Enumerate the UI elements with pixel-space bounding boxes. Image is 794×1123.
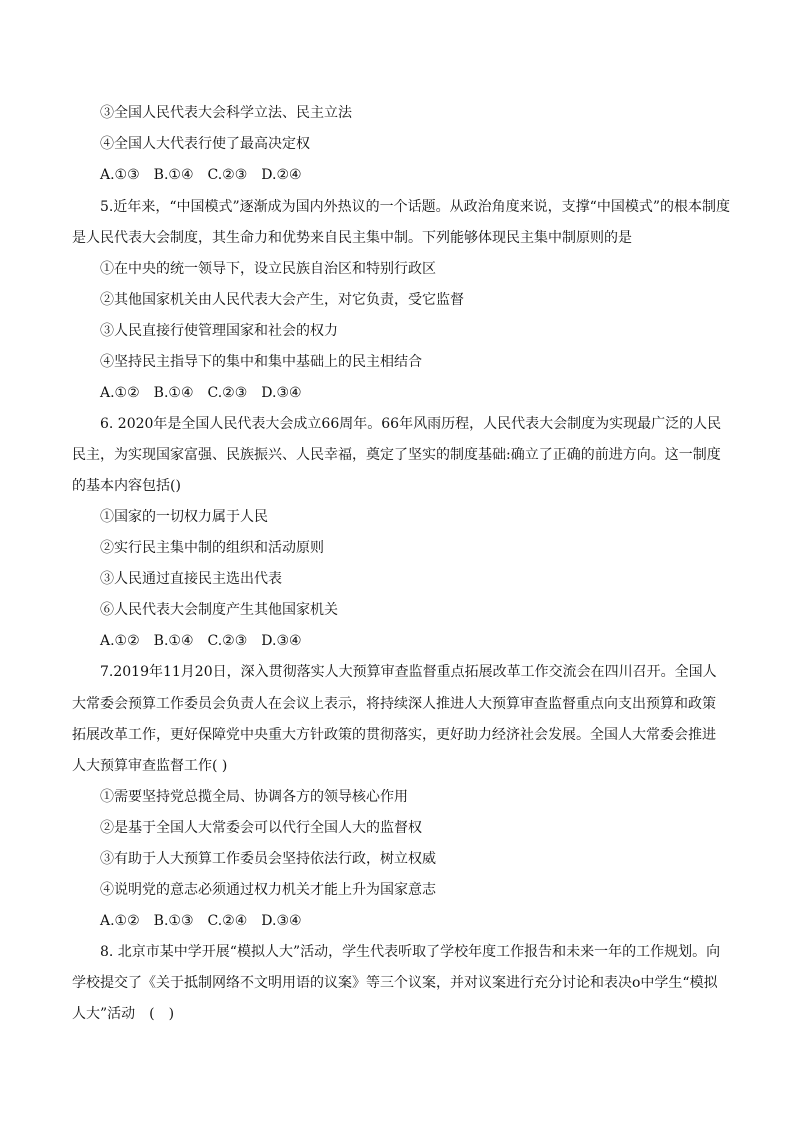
q6-answer-choices: A.①② B.①④ C.②③ D.③④ bbox=[100, 633, 302, 649]
q6-option-2: ②实行民主集中制的组织和活动原则 bbox=[100, 540, 324, 556]
q7-option-2: ②是基于全国人大常委会可以代行全国人大的监督权 bbox=[100, 820, 422, 836]
q6-option-4: ⑥人民代表大会制度产生其他国家机关 bbox=[100, 602, 338, 618]
q5-option-2: ②其他国家机关由人民代表大会产生，对它负责，受它监督 bbox=[100, 292, 464, 308]
q7-option-1: ①需要坚持党总揽全局、协调各方的领导核心作用 bbox=[100, 789, 408, 805]
q7-stem-line-2: 大常委会预算工作委员会负责人在会议上表示，将持续深人推进人大预算审查监督重点向支出预算和政策 bbox=[72, 696, 716, 712]
q6-stem-line-3: 的基本内容包括() bbox=[72, 478, 181, 494]
q5-answer-choices: A.①② B.①④ C.②③ D.③④ bbox=[100, 385, 302, 401]
q5-option-4: ④坚持民主指导下的集中和集中基础上的民主相结合 bbox=[100, 354, 422, 370]
q7-stem-line-4: 人大预算审查监督工作( ) bbox=[72, 758, 228, 774]
q7-option-3: ③有助于人大预算工作委员会坚持依法行政，树立权威 bbox=[100, 851, 436, 867]
q7-answer-choices: A.①② B.①③ C.②④ D.③④ bbox=[100, 913, 302, 929]
q4-option-4: ④全国人大代表行使了最高决定权 bbox=[100, 136, 310, 152]
q5-option-1: ①在中央的统一领导下，设立民族自治区和特别行政区 bbox=[100, 261, 436, 277]
q7-option-4: ④说明党的意志必须通过权力机关才能上升为国家意志 bbox=[100, 882, 436, 898]
q7-stem-line-3: 拓展改革工作，更好保障党中央重大方针政策的贯彻落实，更好助力经济社会发展。全国人大常委会推进 bbox=[72, 727, 716, 743]
q8-stem-line-2: 学校提交了《关于抵制网络不文明用语的议案》等三个议案，并对议案进行充分讨论和表决o中学生“模拟 bbox=[72, 975, 718, 991]
q4-option-3: ③全国人民代表大会科学立法、民主立法 bbox=[100, 105, 352, 121]
q5-option-3: ③人民直接行使管理国家和社会的权力 bbox=[100, 323, 338, 339]
q4-answer-choices: A.①③ B.①④ C.②③ D.②④ bbox=[100, 167, 302, 183]
q8-stem-line-3: 人大”活动 ( ) bbox=[72, 1006, 175, 1022]
q5-stem-line-2: 是人民代表大会制度，其生命力和优势来自民主集中制。下列能够体现民主集中制原则的是 bbox=[72, 230, 632, 246]
q8-stem-line-1: 8. 北京市某中学开展“模拟人大”活动，学生代表听取了学校年度工作报告和未来一年的工作规划。向 bbox=[100, 944, 721, 960]
q6-option-3: ③人民通过直接民主选出代表 bbox=[100, 571, 282, 587]
q7-stem-line-1: 7.2019年11月20日，深入贯彻落实人大预算审查监督重点拓展改革工作交流会在四川召开。全国人 bbox=[100, 664, 717, 680]
q5-stem-line-1: 5.近年来，“中国模式”逐渐成为国内外热议的一个话题。从政治角度来说，支撑“中国模式”的根本制度 bbox=[100, 199, 730, 215]
q6-stem-line-1: 6. 2020年是全国人民代表大会成立66周年。66年风雨历程，人民代表大会制度为实现最广泛的人民 bbox=[100, 416, 722, 432]
q6-stem-line-2: 民主，为实现国家富强、民族振兴、人民幸福，奠定了坚实的制度基础:确立了正确的前进方向。这一制度 bbox=[72, 447, 721, 463]
q6-option-1: ①国家的一切权力属于人民 bbox=[100, 509, 268, 525]
